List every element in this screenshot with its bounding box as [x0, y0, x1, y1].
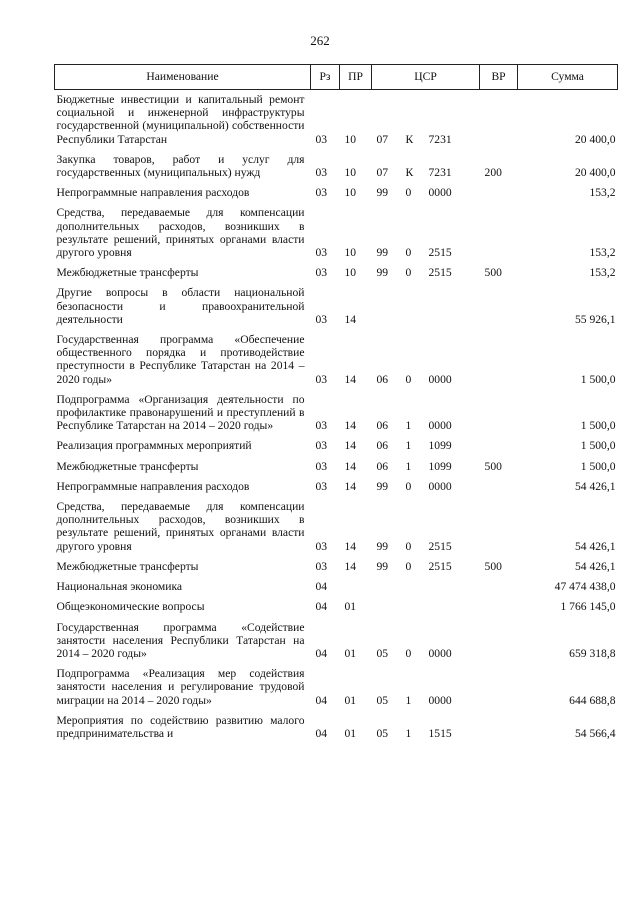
row-pr: 14: [344, 459, 357, 473]
row-csr-subprogram: 0: [405, 539, 412, 553]
row-rz: 04: [315, 693, 328, 707]
row-sum: 644 688,8: [569, 693, 616, 707]
header-vr: ВР: [480, 65, 518, 90]
row-csr-direction: 0000: [428, 479, 452, 493]
row-name: Непрограммные направления расходов: [56, 479, 250, 493]
row-pr: 14: [344, 372, 357, 386]
row-csr-program: 06: [376, 459, 389, 473]
row-csr-program: 06: [376, 419, 389, 433]
row-name: Другие вопросы в области национальной безопасности и правоохранительной деятельности: [56, 286, 305, 326]
row-name: Межбюджетные трансферты: [56, 559, 199, 573]
row-name: Реализация программных мероприятий: [56, 439, 252, 453]
header-pr: ПР: [340, 65, 372, 90]
row-csr-subprogram: 1: [405, 693, 412, 707]
row-name: Мероприятия по содействию развитию малого предпринимательства и: [56, 713, 305, 740]
row-csr-subprogram: 0: [405, 246, 412, 260]
row-csr-program: 99: [376, 246, 389, 260]
row-name: Государственная программа «Обеспечение общественного порядка и противодействие преступности в Республике Татарстан на 2014 – 2020 годы»: [56, 333, 305, 386]
row-csr-subprogram: 0: [405, 479, 412, 493]
row-csr-program: 99: [376, 559, 389, 573]
table-row: [55, 577, 618, 597]
row-name: Бюджетные инвестиции и капитальный ремонт социальной и инженерной инфраструктуры государственной (муниципальной) собственности Республики Татарстан: [56, 93, 305, 146]
row-pr: 14: [344, 419, 357, 433]
row-csr-direction: 1099: [428, 459, 452, 473]
row-csr-subprogram: 0: [405, 186, 412, 200]
row-csr-program: 99: [376, 479, 389, 493]
header-sum: Сумма: [518, 65, 618, 90]
row-vr: [480, 330, 518, 390]
row-vr: [480, 436, 518, 456]
table-row: [55, 330, 618, 390]
row-csr-subprogram: 1: [405, 419, 412, 433]
row-csr-direction: 1515: [428, 726, 452, 740]
table-row: [55, 557, 618, 577]
row-name: Непрограммные направления расходов: [56, 186, 250, 200]
row-pr: 10: [344, 186, 357, 200]
row-csr-program: 99: [376, 266, 389, 280]
row-sum: 54 566,4: [574, 726, 616, 740]
row-csr-subprogram: [401, 283, 424, 330]
row-csr-direction: 2515: [428, 559, 452, 573]
row-vr: [480, 203, 518, 263]
row-name: Средства, передаваемые для компенсации дополнительных расходов, возникших в результате решений, принятых органами власти другого уровня: [56, 500, 305, 553]
row-csr-direction: 2515: [428, 246, 452, 260]
row-pr: 10: [344, 132, 357, 146]
row-csr-program: 06: [376, 439, 389, 453]
row-rz: 03: [315, 439, 328, 453]
row-csr-direction: 2515: [428, 266, 452, 280]
row-pr: [340, 577, 372, 597]
row-sum: 153,2: [589, 186, 616, 200]
row-csr-direction: 7231: [428, 132, 452, 146]
row-pr: 10: [344, 266, 357, 280]
row-name: Подпрограмма «Реализация мер содействия занятости населения и регулирование трудовой миграции на 2014 – 2020 годы»: [56, 667, 305, 707]
table-row: [55, 618, 618, 665]
row-sum: 1 500,0: [580, 372, 616, 386]
row-csr-direction: [424, 283, 480, 330]
row-sum: 1 500,0: [580, 419, 616, 433]
row-name: Национальная экономика: [56, 580, 183, 594]
row-csr-direction: 0000: [428, 419, 452, 433]
table-row: [55, 477, 618, 497]
table-row: [55, 497, 618, 557]
row-csr-program: 99: [376, 186, 389, 200]
row-pr: 10: [344, 246, 357, 260]
row-sum: 54 426,1: [574, 479, 616, 493]
row-csr-program: [372, 577, 401, 597]
row-vr: 200: [484, 166, 502, 180]
table-row: [55, 390, 618, 437]
row-vr: [480, 477, 518, 497]
row-pr: 01: [344, 726, 357, 740]
row-rz: 04: [315, 580, 328, 594]
row-csr-program: 05: [376, 693, 389, 707]
row-rz: 03: [315, 539, 328, 553]
row-vr: 500: [484, 559, 502, 573]
row-name: Государственная программа «Содействие занятости населения Республики Татарстан на 2014 – 2020 годы»: [56, 620, 305, 660]
table-row: [55, 283, 618, 330]
row-name: Общеэкономические вопросы: [56, 600, 205, 614]
row-rz: 03: [315, 479, 328, 493]
row-csr-subprogram: К: [405, 166, 414, 180]
row-csr-subprogram: 1: [405, 439, 412, 453]
row-csr-subprogram: [401, 597, 424, 617]
row-vr: [480, 390, 518, 437]
row-rz: 04: [315, 646, 328, 660]
row-sum: 153,2: [589, 246, 616, 260]
table-row: [55, 263, 618, 283]
row-sum: 20 400,0: [574, 166, 616, 180]
row-csr-direction: 0000: [428, 372, 452, 386]
row-csr-direction: [424, 577, 480, 597]
row-sum: 55 926,1: [574, 312, 616, 326]
row-sum: 54 426,1: [574, 539, 616, 553]
table-body: [55, 90, 618, 745]
row-rz: 03: [315, 459, 328, 473]
row-name: Средства, передаваемые для компенсации дополнительных расходов, возникших в результате решений, принятых органами власти другого уровня: [56, 206, 305, 260]
row-vr: [480, 497, 518, 557]
row-pr: 14: [344, 539, 357, 553]
table-row: [55, 597, 618, 617]
row-csr-program: [372, 283, 401, 330]
row-vr: [480, 283, 518, 330]
row-rz: 03: [315, 166, 328, 180]
row-csr-subprogram: К: [405, 132, 414, 146]
row-rz: 03: [315, 266, 328, 280]
row-vr: [480, 597, 518, 617]
row-csr-program: 06: [376, 372, 389, 386]
row-vr: [480, 711, 518, 744]
page-number: 262: [310, 33, 330, 48]
row-sum: 1 766 145,0: [560, 600, 616, 614]
row-rz: 03: [315, 246, 328, 260]
row-rz: 03: [315, 186, 328, 200]
row-sum: 153,2: [589, 266, 616, 280]
table-row: [55, 711, 618, 744]
row-vr: 500: [484, 459, 502, 473]
row-sum: 20 400,0: [574, 132, 616, 146]
table-row: [55, 436, 618, 456]
row-csr-direction: 0000: [428, 186, 452, 200]
row-csr-program: 05: [376, 726, 389, 740]
row-csr-program: [372, 597, 401, 617]
row-csr-direction: 2515: [428, 539, 452, 553]
header-name: Наименование: [55, 65, 311, 90]
row-vr: [480, 90, 518, 150]
row-csr-subprogram: 1: [405, 726, 412, 740]
row-pr: 01: [344, 646, 357, 660]
table-row: [55, 457, 618, 477]
row-csr-program: 07: [376, 132, 389, 146]
header-csr: ЦСР: [372, 65, 480, 90]
row-csr-program: 07: [376, 166, 389, 180]
table-row: [55, 203, 618, 263]
row-pr: 14: [344, 559, 357, 573]
row-name: Подпрограмма «Организация деятельности по профилактике правонарушений и преступлений в Республике Татарстан на 2014 – 2020 годы»: [56, 392, 305, 433]
row-rz: 03: [315, 372, 328, 386]
row-rz: 04: [315, 726, 328, 740]
row-csr-subprogram: 0: [405, 372, 412, 386]
row-rz: 03: [315, 419, 328, 433]
row-csr-subprogram: 0: [405, 559, 412, 573]
row-name: Межбюджетные трансферты: [56, 459, 199, 473]
table-header: [55, 65, 618, 90]
row-vr: 500: [484, 266, 502, 280]
row-rz: 04: [315, 600, 328, 614]
row-rz: 03: [315, 132, 328, 146]
row-csr-subprogram: 0: [405, 646, 412, 660]
row-csr-subprogram: 0: [405, 266, 412, 280]
row-vr: [480, 664, 518, 711]
budget-table: [54, 64, 618, 744]
table-row: [55, 90, 618, 150]
row-pr: 14: [344, 312, 357, 326]
row-pr: 14: [344, 479, 357, 493]
row-name: Закупка товаров, работ и услуг для государственных (муниципальных) нужд: [56, 152, 305, 180]
row-pr: 14: [344, 439, 357, 453]
row-csr-direction: 7231: [428, 166, 452, 180]
row-vr: [480, 577, 518, 597]
row-sum: 54 426,1: [574, 559, 616, 573]
table-row: [55, 183, 618, 203]
row-vr: [480, 618, 518, 665]
row-csr-direction: 0000: [428, 693, 452, 707]
row-csr-subprogram: 1: [405, 459, 412, 473]
row-vr: [480, 183, 518, 203]
row-sum: 1 500,0: [580, 439, 616, 453]
row-sum: 1 500,0: [580, 459, 616, 473]
row-rz: 03: [315, 312, 328, 326]
row-rz: 03: [315, 559, 328, 573]
row-csr-program: 05: [376, 646, 389, 660]
row-pr: 01: [344, 600, 357, 614]
row-pr: 10: [344, 166, 357, 180]
row-pr: 01: [344, 693, 357, 707]
header-rz: Рз: [311, 65, 340, 90]
row-csr-direction: 0000: [428, 646, 452, 660]
row-csr-direction: [424, 597, 480, 617]
row-csr-direction: 1099: [428, 439, 452, 453]
table-row: [55, 664, 618, 711]
row-name: Межбюджетные трансферты: [56, 266, 199, 280]
row-sum: 47 474 438,0: [554, 580, 616, 594]
row-csr-subprogram: [401, 577, 424, 597]
row-csr-program: 99: [376, 539, 389, 553]
table-row: [55, 150, 618, 183]
row-sum: 659 318,8: [569, 646, 616, 660]
